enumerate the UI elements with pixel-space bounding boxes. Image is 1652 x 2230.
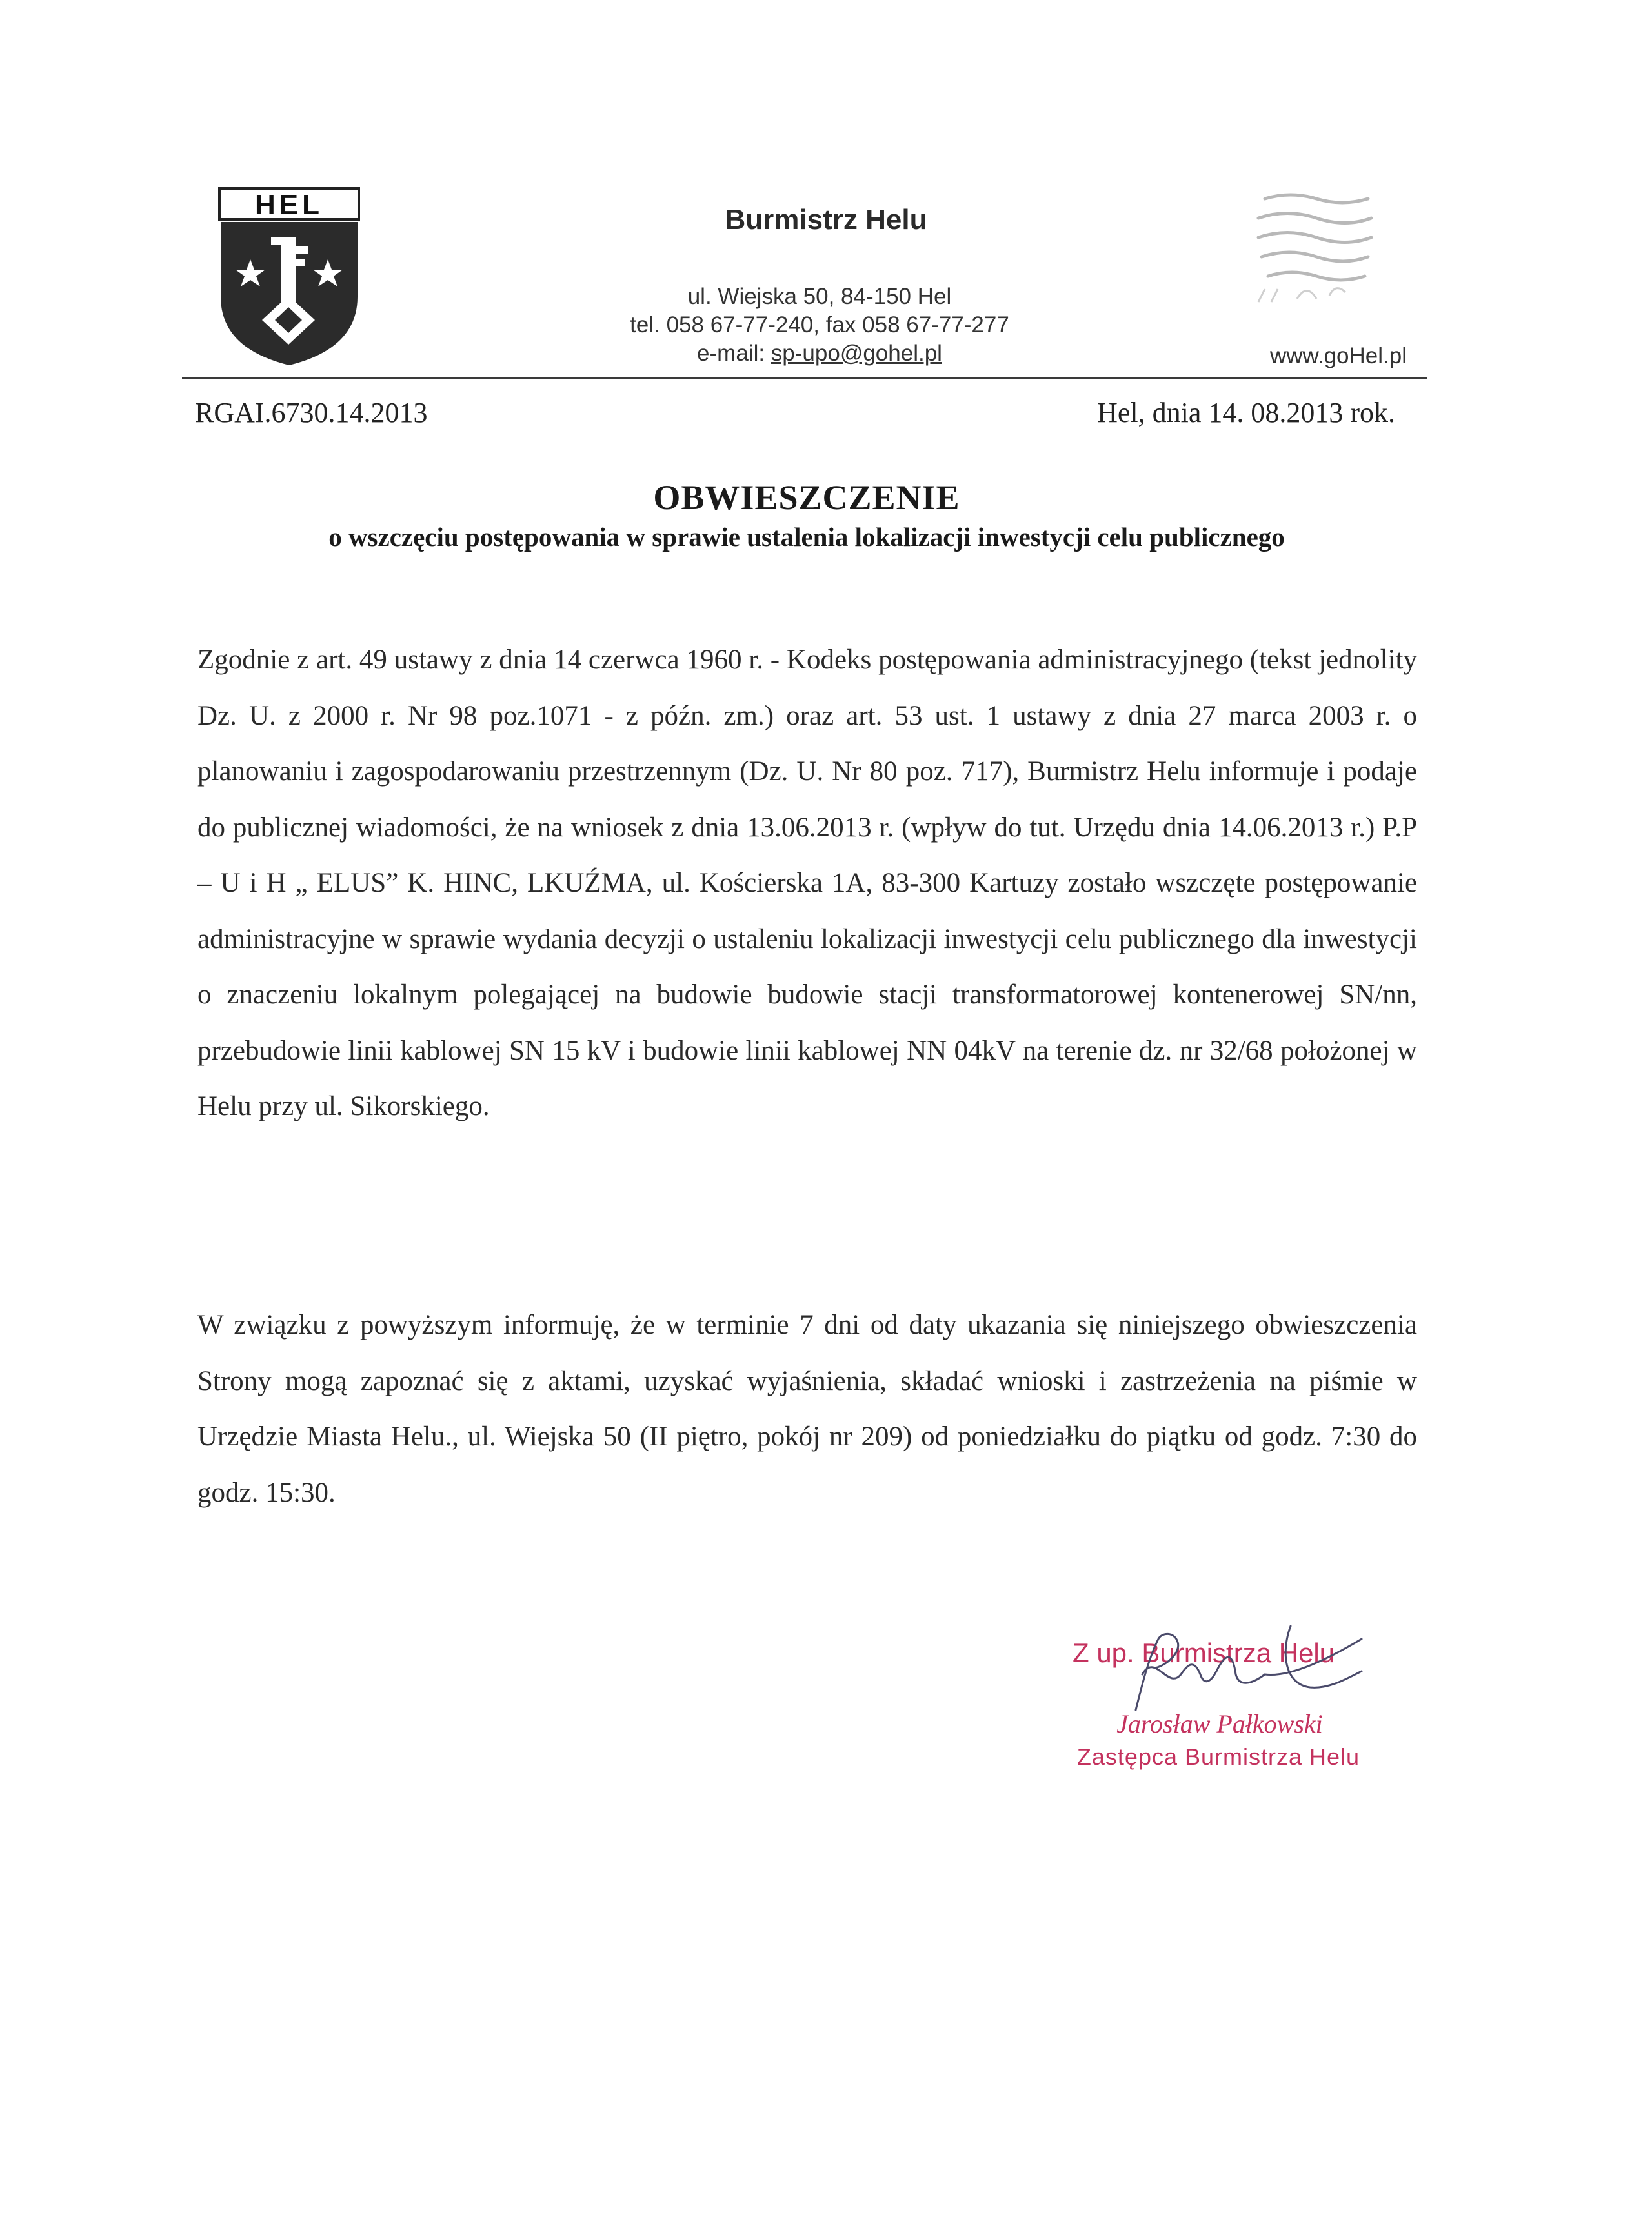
body-paragraph-1: Zgodnie z art. 49 ustawy z dnia 14 czerwca 1960 r. - Kodeks postępowania administracyjnego (tekst jednolity Dz. U. z 2000 r. Nr 98 poz.1071 - z późn. zm.) oraz art. 53 ust. 1 ustawy z dnia 27 marca 2003 r. o planowaniu i zagospodarowaniu przestrzennym (Dz. U. Nr 80 poz. 717), Burmistrz Helu informuje i podaje do publicznej wiadomości, że na wniosek z dnia 13.06.2013 r. (wpływ do tut. Urzędu dnia 14.06.2013 r.) P.P – U i H „ ELUS” K. HINC, LKUŹMA, ul. Kościerska 1A, 83-300 Kartuzy zostało wszczęte postępowanie administracyjne w sprawie wydania decyzji o ustaleniu lokalizacji inwestycji celu publicznego dla inwestycji o znaczeniu lokalnym polegającej na budowie budowie stacji transformatorowej kontenerowej SN/nn, przebudowie linii kablowej SN 15 kV i budowie linii kablowej NN 04kV na terenie dz. nr 32/68 położonej w Helu przy ul. Sikorskiego. [197,645,1417,1121]
coat-of-arms-icon [218,187,360,368]
document-date: Hel, dnia 14. 08.2013 rok. [1097,397,1395,428]
phone-line: tel. 058 67-77-240, fax 058 67-77-277 [630,312,1009,337]
website-link[interactable]: www.goHel.pl [1269,343,1407,368]
hel-waves-logo-icon [1239,173,1381,321]
document-title: OBWIESZCZENIE [653,478,960,517]
signatory-role: Zastępca Burmistrza Helu [1076,1743,1360,1770]
signatory-name: Jarosław Pałkowski [1116,1709,1323,1738]
crest-text: HEL [255,189,323,221]
email-label: e-mail: [697,341,771,366]
reference-number: RGAI.6730.14.2013 [195,397,428,428]
email-link[interactable]: sp-upo@gohel.pl [771,341,942,366]
organization-name: Burmistrz Helu [725,204,927,236]
stamp-authorization: Z up. Burmistrza Helu [1073,1638,1335,1668]
address-line: ul. Wiejska 50, 84-150 Hel [687,284,952,309]
email-line [529,341,1110,367]
document-subtitle: o wszczęciu postępowania w sprawie ustalenia lokalizacji inwestycji celu publicznego [328,522,1285,552]
letterhead-divider [182,377,1427,379]
body-paragraph-2: W związku z powyższym informuję, że w terminie 7 dni od daty ukazania się niniejszego obwieszczenia Strony mogą zapoznać się z aktami, uzyskać wyjaśnienia, składać wnioski i zastrzeżenia na piśmie w Urzędzie Miasta Helu., ul. Wiejska 50 (II piętro, pokój nr 209) od poniedziałku do piątku od godz. 7:30 do godz. 15:30. [197,1310,1417,1508]
